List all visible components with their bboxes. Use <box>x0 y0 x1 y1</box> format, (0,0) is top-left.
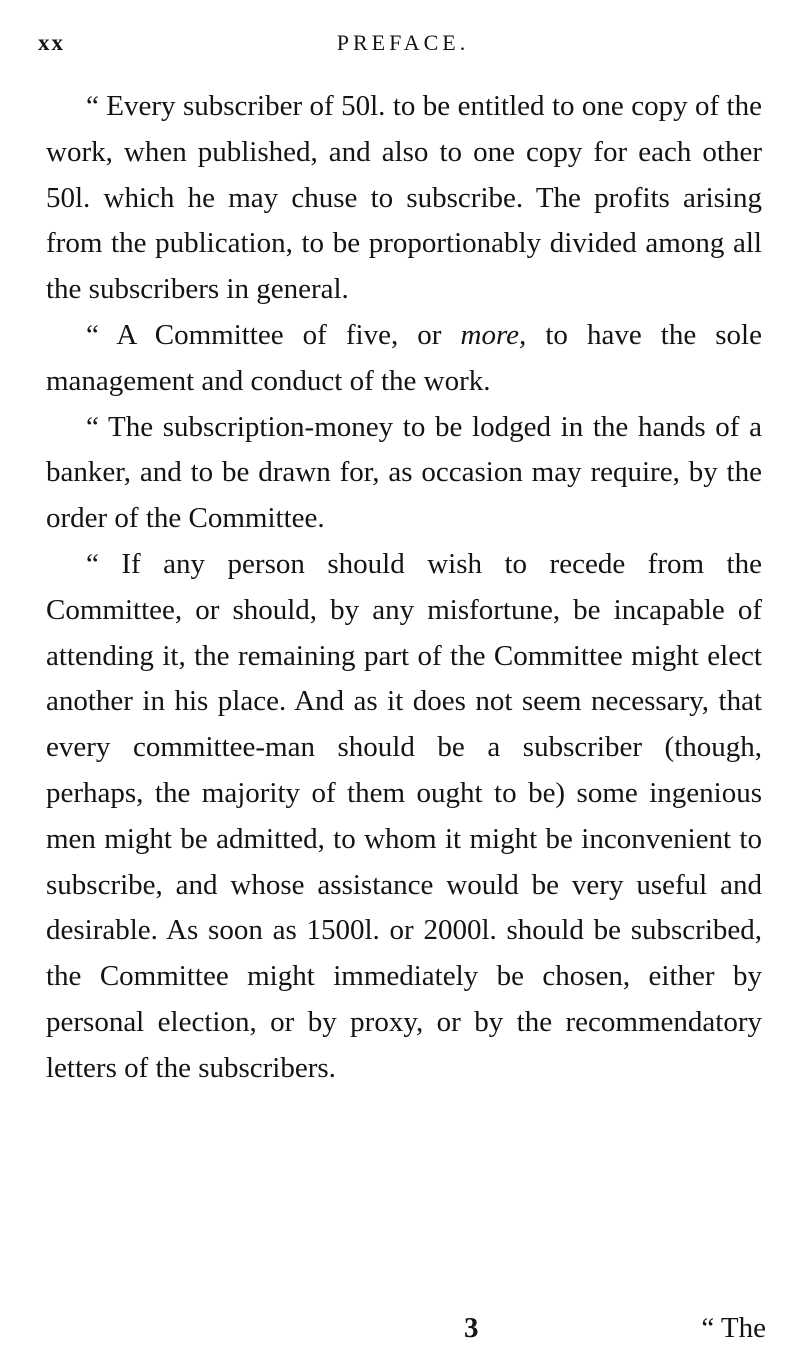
page-footer <box>46 1312 766 1352</box>
paragraph-text-continued: to have the sole management and conduct of the work. <box>46 318 762 397</box>
emphasis-more: more, <box>460 318 527 351</box>
paragraph-text: “ A Committee of five, or <box>86 318 461 351</box>
signature-mark: 3 <box>464 1312 479 1344</box>
paragraph-text: “ Every subscriber of 50l. to be entitled to one copy of the work, when published, and also to one copy for each other 50l. which he may chuse to subscribe. The profits arising from the publication, to be proportionably divided among all the subscribers in general. <box>46 90 762 306</box>
page-number: xx <box>38 30 65 55</box>
paragraph-subscription-money <box>46 405 762 542</box>
paragraph-recede-committee <box>46 542 762 1092</box>
paragraph-text: “ The subscription-money to be lodged in the hands of a banker, and to be drawn for, as occasion may require, by the order of the Committee. <box>46 410 762 535</box>
paragraph-committee <box>46 313 762 405</box>
running-head: PREFACE. <box>336 30 470 55</box>
paragraph-text: “ If any person should wish to recede from the Committee, or should, by any misfortune, be incapable of attending it, the remaining part of the Committee might elect another in his place. And as it does not seem necessary, that every committee-man should be a subscriber (though, perhaps, the majority of them ought to be) some ingenious men might be admitted, to whom it might be inconvenient to subscribe, and whose assistance would be very useful and desirable. As soon as 1500l. or 2000l. should be subscribed, the Committee might immediately be chosen, either by personal election, or by proxy, or by the recommendatory letters of the subscribers. <box>46 547 762 1084</box>
paragraph-subscriber-copies <box>46 84 762 313</box>
catchword: “ The <box>701 1312 766 1344</box>
page-body <box>46 84 762 1092</box>
page-header <box>38 30 768 64</box>
